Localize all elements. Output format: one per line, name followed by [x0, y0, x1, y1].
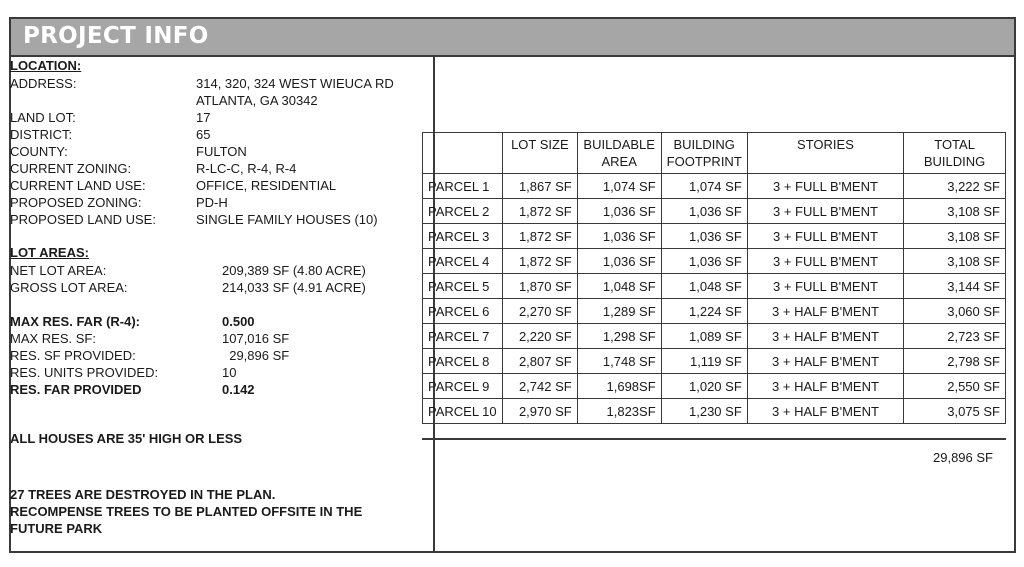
info-value: ATLANTA, GA 30342 [196, 93, 318, 108]
table-row [423, 374, 1006, 399]
cell-lot: 2,220 SF [502, 324, 577, 349]
info-value: OFFICE, RESIDENTIAL [196, 178, 337, 193]
info-label: RES. FAR PROVIDED [10, 382, 142, 397]
cell-stories: 3 + FULL B'MENT [747, 199, 903, 224]
info-row [10, 313, 420, 330]
column-header-line-2: FOOTPRINT [666, 154, 742, 169]
info-row [10, 347, 420, 364]
cell-stories: 3 + HALF B'MENT [747, 399, 903, 424]
cell-parcel: PARCEL 6 [423, 299, 503, 324]
cell-total: 3,060 SF [904, 299, 1006, 324]
table-row [423, 199, 1006, 224]
cell-buildable: 1,036 SF [577, 249, 661, 274]
cell-footprint: 1,224 SF [661, 299, 747, 324]
table-header-row [423, 133, 1006, 174]
info-value: 107,016 SF [222, 331, 290, 346]
info-value: 214,033 SF (4.91 ACRE) [222, 280, 366, 295]
info-row [10, 143, 420, 160]
column-header-line-1: BUILDABLE [583, 137, 655, 152]
cell-footprint: 1,048 SF [661, 274, 747, 299]
cell-parcel: PARCEL 2 [423, 199, 503, 224]
trees-note-line-1: 27 TREES ARE DESTROYED IN THE PLAN. [10, 487, 276, 502]
table-row [423, 324, 1006, 349]
info-row [10, 126, 420, 143]
cell-buildable: 1,036 SF [577, 224, 661, 249]
info-label: MAX RES. FAR (R-4): [10, 314, 140, 329]
info-value: 0.142 [222, 382, 255, 397]
info-value: 314, 320, 324 WEST WIEUCA RD [196, 76, 394, 91]
cell-buildable: 1,698SF [577, 374, 661, 399]
cell-parcel: PARCEL 3 [423, 224, 503, 249]
info-row [10, 381, 420, 398]
cell-buildable: 1,289 SF [577, 299, 661, 324]
info-label: MAX RES. SF: [10, 331, 96, 346]
column-header-line-2: BUILDING [923, 154, 986, 169]
cell-lot: 2,742 SF [502, 374, 577, 399]
column-header [577, 133, 661, 174]
info-row [10, 262, 420, 279]
cell-buildable: 1,036 SF [577, 199, 661, 224]
info-row [10, 211, 420, 228]
info-label: CURRENT LAND USE: [10, 178, 146, 193]
cell-parcel: PARCEL 9 [423, 374, 503, 399]
info-row [10, 109, 420, 126]
cell-total: 3,144 SF [904, 274, 1006, 299]
location-heading: LOCATION: [10, 58, 82, 73]
cell-buildable: 1,048 SF [577, 274, 661, 299]
cell-buildable: 1,823SF [577, 399, 661, 424]
cell-total: 2,550 SF [904, 374, 1006, 399]
info-value: 10 [222, 365, 237, 380]
cell-stories: 3 + HALF B'MENT [747, 349, 903, 374]
cell-stories: 3 + FULL B'MENT [747, 249, 903, 274]
info-label: RES. SF PROVIDED: [10, 348, 136, 363]
cell-total: 3,108 SF [904, 249, 1006, 274]
info-value: PD-H [196, 195, 228, 210]
info-value: R-LC-C, R-4, R-4 [196, 161, 297, 176]
info-label: NET LOT AREA: [10, 263, 107, 278]
cell-parcel: PARCEL 4 [423, 249, 503, 274]
cell-stories: 3 + HALF B'MENT [747, 299, 903, 324]
info-label: ADDRESS: [10, 76, 77, 91]
cell-parcel: PARCEL 8 [423, 349, 503, 374]
info-label: COUNTY: [10, 144, 68, 159]
cell-lot: 1,872 SF [502, 199, 577, 224]
info-label: PROPOSED ZONING: [10, 195, 142, 210]
panel-header [11, 19, 1014, 57]
cell-stories: 3 + FULL B'MENT [747, 224, 903, 249]
parcel-table [422, 132, 1006, 424]
cell-stories: 3 + HALF B'MENT [747, 374, 903, 399]
info-label: LAND LOT: [10, 110, 76, 125]
info-row [10, 75, 420, 92]
cell-footprint: 1,036 SF [661, 199, 747, 224]
info-value: 209,389 SF (4.80 ACRE) [222, 263, 366, 278]
cell-stories: 3 + FULL B'MENT [747, 274, 903, 299]
info-value: 65 [196, 127, 211, 142]
table-row [423, 274, 1006, 299]
info-label: RES. UNITS PROVIDED: [10, 365, 159, 380]
cell-stories: 3 + HALF B'MENT [747, 324, 903, 349]
column-header [423, 133, 503, 174]
table-body [423, 174, 1006, 424]
cell-parcel: PARCEL 7 [423, 324, 503, 349]
column-header-line-1: BUILDING [673, 137, 735, 152]
cell-stories: 3 + FULL B'MENT [747, 174, 903, 199]
cell-footprint: 1,074 SF [661, 174, 747, 199]
cell-lot: 2,807 SF [502, 349, 577, 374]
column-header-line-1: LOT SIZE [511, 137, 569, 152]
cell-footprint: 1,036 SF [661, 249, 747, 274]
info-label: GROSS LOT AREA: [10, 280, 128, 295]
table-row [423, 174, 1006, 199]
table-row [423, 224, 1006, 249]
cell-footprint: 1,020 SF [661, 374, 747, 399]
info-label: CURRENT ZONING: [10, 161, 132, 176]
cell-lot: 2,970 SF [502, 399, 577, 424]
cell-total: 3,075 SF [904, 399, 1006, 424]
page-title: PROJECT INFO [23, 23, 209, 49]
cell-buildable: 1,748 SF [577, 349, 661, 374]
info-value: FULTON [196, 144, 247, 159]
cell-lot: 1,872 SF [502, 249, 577, 274]
cell-total: 2,798 SF [904, 349, 1006, 374]
cell-lot: 1,872 SF [502, 224, 577, 249]
trees-note-line-2: RECOMPENSE TREES TO BE PLANTED OFFSITE IN THE [10, 504, 363, 519]
cell-buildable: 1,298 SF [577, 324, 661, 349]
cell-lot: 1,870 SF [502, 274, 577, 299]
info-row [10, 194, 420, 211]
info-row [10, 92, 420, 109]
info-value: 0.500 [222, 314, 255, 329]
column-header [747, 133, 903, 174]
table-row [423, 349, 1006, 374]
info-row [10, 279, 420, 296]
lot-areas-heading: LOT AREAS: [10, 245, 89, 260]
cell-footprint: 1,230 SF [661, 399, 747, 424]
cell-parcel: PARCEL 10 [423, 399, 503, 424]
cell-buildable: 1,074 SF [577, 174, 661, 199]
table-row [423, 399, 1006, 424]
column-header [904, 133, 1006, 174]
cell-parcel: PARCEL 1 [423, 174, 503, 199]
cell-footprint: 1,119 SF [661, 349, 747, 374]
total-divider [422, 438, 1006, 440]
info-row [10, 364, 420, 381]
table-row [423, 249, 1006, 274]
column-header [661, 133, 747, 174]
cell-lot: 2,270 SF [502, 299, 577, 324]
column-header-line-1: TOTAL [934, 137, 975, 152]
cell-total: 2,723 SF [904, 324, 1006, 349]
height-note: ALL HOUSES ARE 35' HIGH OR LESS [10, 431, 243, 446]
cell-total: 3,108 SF [904, 224, 1006, 249]
cell-lot: 1,867 SF [502, 174, 577, 199]
cell-footprint: 1,089 SF [661, 324, 747, 349]
column-header [502, 133, 577, 174]
table-row [423, 299, 1006, 324]
cell-parcel: PARCEL 5 [423, 274, 503, 299]
info-row [10, 177, 420, 194]
grand-total: 29,896 SF [933, 450, 993, 465]
cell-total: 3,222 SF [904, 174, 1006, 199]
info-value: 29,896 SF [222, 348, 290, 363]
info-label: PROPOSED LAND USE: [10, 212, 156, 227]
cell-total: 3,108 SF [904, 199, 1006, 224]
column-header-line-2: AREA [601, 154, 637, 169]
trees-note-line-3: FUTURE PARK [10, 521, 103, 536]
info-value: 17 [196, 110, 211, 125]
info-row [10, 160, 420, 177]
info-value: SINGLE FAMILY HOUSES (10) [196, 212, 378, 227]
info-label: DISTRICT: [10, 127, 73, 142]
column-header-line-1: STORIES [797, 137, 854, 152]
info-row [10, 330, 420, 347]
cell-footprint: 1,036 SF [661, 224, 747, 249]
